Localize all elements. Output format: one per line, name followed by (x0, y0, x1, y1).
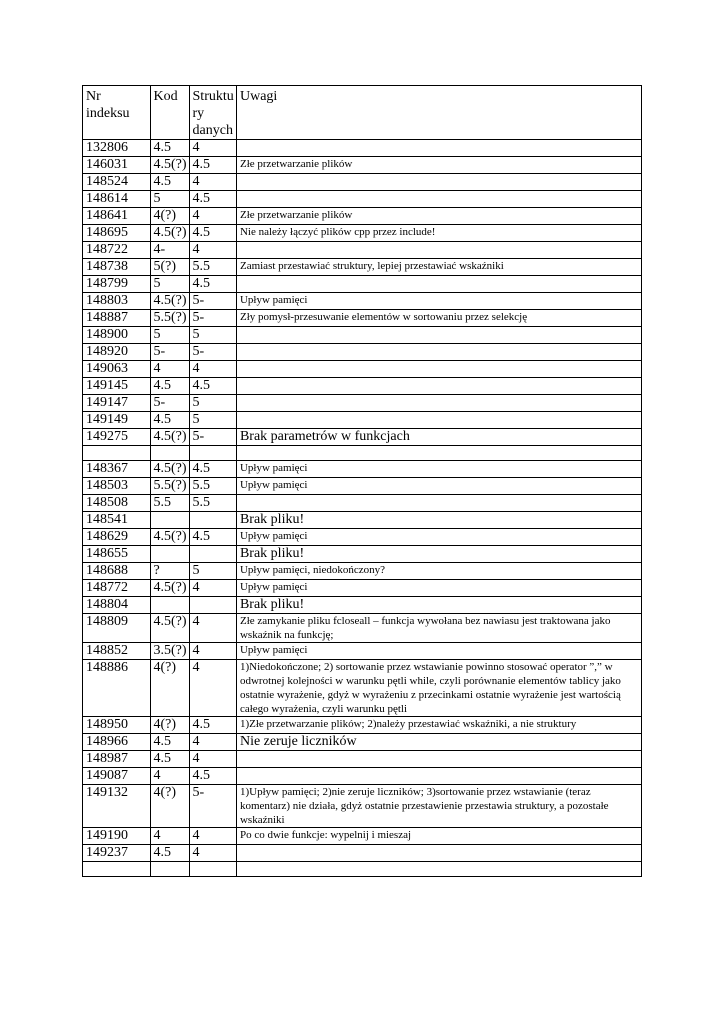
cell-kod: 4.5(?) (150, 461, 189, 478)
cell-uwagi (236, 495, 641, 512)
cell-kod: 4- (150, 242, 189, 259)
cell-nr-indeksu: 149190 (83, 828, 151, 845)
cell-nr-indeksu: 148920 (83, 344, 151, 361)
cell-kod: 4 (150, 361, 189, 378)
cell-uwagi (236, 344, 641, 361)
cell-kod: 4(?) (150, 717, 189, 734)
cell-struktury: 4 (189, 140, 236, 157)
cell-uwagi: Brak pliku! (236, 597, 641, 614)
table-row (83, 828, 642, 845)
cell-struktury: 4.5 (189, 529, 236, 546)
cell-nr-indeksu: 146031 (83, 157, 151, 174)
table-row (83, 597, 642, 614)
cell-struktury: 4 (189, 361, 236, 378)
cell-struktury: 4 (189, 660, 236, 717)
cell-nr-indeksu: 149149 (83, 412, 151, 429)
cell-nr-indeksu: 148738 (83, 259, 151, 276)
header-kod: Kod (150, 86, 189, 140)
cell-kod: 4.5(?) (150, 157, 189, 174)
cell-struktury: 4.5 (189, 768, 236, 785)
cell-struktury: 5.5 (189, 495, 236, 512)
cell-uwagi (236, 327, 641, 344)
cell-nr-indeksu: 148887 (83, 310, 151, 327)
cell-nr-indeksu: 148541 (83, 512, 151, 529)
cell-kod: 4.5(?) (150, 293, 189, 310)
cell-nr-indeksu: 149145 (83, 378, 151, 395)
cell-uwagi (236, 768, 641, 785)
cell-struktury: 4 (189, 643, 236, 660)
header-nr-indeksu: Nr indeksu (83, 86, 151, 140)
cell-uwagi (236, 862, 641, 877)
grades-table (82, 85, 642, 877)
cell-struktury: 5 (189, 412, 236, 429)
cell-kod: 4.5 (150, 845, 189, 862)
cell-uwagi (236, 751, 641, 768)
cell-kod (150, 597, 189, 614)
cell-kod: 5 (150, 191, 189, 208)
table-row (83, 546, 642, 563)
cell-kod (150, 862, 189, 877)
cell-kod (150, 512, 189, 529)
table-row (83, 768, 642, 785)
table-row (83, 140, 642, 157)
cell-uwagi (236, 378, 641, 395)
cell-struktury (189, 597, 236, 614)
cell-kod: 5(?) (150, 259, 189, 276)
table-header (83, 86, 642, 140)
cell-uwagi: 1)Upływ pamięci; 2)nie zeruje liczników; 3)sortowanie przez wstawianie (teraz komentarz) nie działa, gdyż ostatnie przestawienie przestawia struktury, a pozostałe wskaźniki (236, 785, 641, 828)
cell-kod: 4(?) (150, 785, 189, 828)
cell-kod: 4.5 (150, 734, 189, 751)
cell-nr-indeksu: 148900 (83, 327, 151, 344)
cell-nr-indeksu: 148655 (83, 546, 151, 563)
cell-uwagi: Upływ pamięci (236, 293, 641, 310)
table-row (83, 225, 642, 242)
cell-struktury: 5- (189, 344, 236, 361)
cell-nr-indeksu: 149063 (83, 361, 151, 378)
cell-kod (150, 546, 189, 563)
cell-struktury: 4 (189, 751, 236, 768)
table-row (83, 412, 642, 429)
cell-struktury (189, 546, 236, 563)
cell-nr-indeksu: 148688 (83, 563, 151, 580)
cell-nr-indeksu: 148799 (83, 276, 151, 293)
cell-uwagi: Nie należy łączyć plików cpp przez include! (236, 225, 641, 242)
cell-nr-indeksu: 149237 (83, 845, 151, 862)
cell-kod: 3.5(?) (150, 643, 189, 660)
cell-struktury: 4 (189, 828, 236, 845)
cell-uwagi: Upływ pamięci (236, 461, 641, 478)
table-row (83, 734, 642, 751)
cell-uwagi (236, 276, 641, 293)
cell-kod (150, 446, 189, 461)
cell-struktury: 5- (189, 429, 236, 446)
cell-uwagi (236, 174, 641, 191)
cell-nr-indeksu: 148886 (83, 660, 151, 717)
cell-uwagi (236, 446, 641, 461)
cell-uwagi (236, 845, 641, 862)
cell-kod: ? (150, 563, 189, 580)
table-row (83, 446, 642, 461)
cell-kod: 5 (150, 276, 189, 293)
table-row (83, 361, 642, 378)
cell-struktury: 4 (189, 734, 236, 751)
table-row (83, 717, 642, 734)
cell-struktury: 4 (189, 242, 236, 259)
cell-struktury: 4.5 (189, 157, 236, 174)
cell-kod: 4.5 (150, 140, 189, 157)
cell-nr-indeksu: 149147 (83, 395, 151, 412)
cell-uwagi: Upływ pamięci (236, 643, 641, 660)
cell-kod: 4.5(?) (150, 225, 189, 242)
cell-kod: 4.5 (150, 174, 189, 191)
cell-uwagi (236, 412, 641, 429)
table-row (83, 310, 642, 327)
cell-nr-indeksu: 148695 (83, 225, 151, 242)
table-body (83, 140, 642, 877)
cell-kod: 4.5(?) (150, 429, 189, 446)
cell-struktury: 4 (189, 614, 236, 643)
cell-nr-indeksu: 148809 (83, 614, 151, 643)
cell-nr-indeksu: 148367 (83, 461, 151, 478)
cell-kod: 5- (150, 395, 189, 412)
table-row (83, 643, 642, 660)
cell-uwagi: Złe przetwarzanie plików (236, 208, 641, 225)
header-row (83, 86, 642, 140)
cell-uwagi (236, 361, 641, 378)
cell-uwagi: Nie zeruje liczników (236, 734, 641, 751)
cell-nr-indeksu: 148722 (83, 242, 151, 259)
cell-struktury: 5 (189, 563, 236, 580)
cell-nr-indeksu: 148950 (83, 717, 151, 734)
cell-uwagi (236, 191, 641, 208)
cell-nr-indeksu: 148772 (83, 580, 151, 597)
cell-struktury: 4 (189, 208, 236, 225)
cell-struktury: 5 (189, 327, 236, 344)
cell-nr-indeksu: 148641 (83, 208, 151, 225)
table-row (83, 259, 642, 276)
cell-struktury (189, 446, 236, 461)
cell-struktury: 5- (189, 785, 236, 828)
table-row (83, 461, 642, 478)
cell-struktury: 4.5 (189, 225, 236, 242)
table-row (83, 785, 642, 828)
cell-kod: 4.5 (150, 751, 189, 768)
cell-struktury: 5- (189, 293, 236, 310)
cell-nr-indeksu: 132806 (83, 140, 151, 157)
cell-kod: 4 (150, 768, 189, 785)
cell-nr-indeksu: 148524 (83, 174, 151, 191)
table-row (83, 512, 642, 529)
cell-nr-indeksu: 148508 (83, 495, 151, 512)
table-row (83, 344, 642, 361)
cell-uwagi (236, 242, 641, 259)
table-row (83, 276, 642, 293)
cell-struktury: 5.5 (189, 478, 236, 495)
cell-uwagi: Upływ pamięci (236, 478, 641, 495)
cell-kod: 4 (150, 828, 189, 845)
header-uwagi: Uwagi (236, 86, 641, 140)
table-row (83, 191, 642, 208)
cell-uwagi (236, 140, 641, 157)
table-row (83, 660, 642, 717)
cell-struktury: 4 (189, 174, 236, 191)
cell-nr-indeksu: 148852 (83, 643, 151, 660)
cell-struktury: 4 (189, 845, 236, 862)
cell-nr-indeksu: 148503 (83, 478, 151, 495)
cell-kod: 4.5 (150, 412, 189, 429)
cell-uwagi: 1)Niedokończone; 2) sortowanie przez wstawianie powinno stosować operator ”,” w odwrotnej kolejności w warunku pętli while, czyli porównanie elementów tablicy jako ostatnie wyrażenie, gdyż w wyrażeniu z przecinkami ostatnie wyrażenie jest wartością całego wyrażenia, czyli warunku pętli (236, 660, 641, 717)
cell-uwagi: Po co dwie funkcje: wypelnij i mieszaj (236, 828, 641, 845)
cell-struktury: 4.5 (189, 717, 236, 734)
cell-nr-indeksu (83, 446, 151, 461)
cell-uwagi: Brak pliku! (236, 512, 641, 529)
cell-struktury: 4.5 (189, 191, 236, 208)
cell-nr-indeksu: 148966 (83, 734, 151, 751)
cell-struktury: 5 (189, 395, 236, 412)
cell-uwagi: Upływ pamięci (236, 529, 641, 546)
cell-uwagi: Zły pomysł-przesuwanie elementów w sortowaniu przez selekcję (236, 310, 641, 327)
cell-struktury: 4 (189, 580, 236, 597)
cell-kod: 4.5(?) (150, 614, 189, 643)
cell-nr-indeksu: 149087 (83, 768, 151, 785)
cell-nr-indeksu: 148987 (83, 751, 151, 768)
cell-nr-indeksu: 148803 (83, 293, 151, 310)
cell-kod: 4(?) (150, 208, 189, 225)
cell-uwagi: Złe przetwarzanie plików (236, 157, 641, 174)
table-row (83, 751, 642, 768)
cell-kod: 4.5(?) (150, 580, 189, 597)
cell-nr-indeksu (83, 862, 151, 877)
cell-struktury: 4.5 (189, 461, 236, 478)
cell-uwagi: Brak parametrów w funkcjach (236, 429, 641, 446)
cell-kod: 5- (150, 344, 189, 361)
cell-uwagi: Brak pliku! (236, 546, 641, 563)
cell-kod: 5.5(?) (150, 478, 189, 495)
cell-kod: 4.5(?) (150, 529, 189, 546)
cell-nr-indeksu: 149275 (83, 429, 151, 446)
cell-kod: 4(?) (150, 660, 189, 717)
cell-uwagi: Upływ pamięci (236, 580, 641, 597)
table-row (83, 862, 642, 877)
table-row (83, 478, 642, 495)
cell-struktury: 5.5 (189, 259, 236, 276)
cell-struktury: 4.5 (189, 276, 236, 293)
table-row (83, 293, 642, 310)
cell-uwagi: 1)Złe przetwarzanie plików; 2)należy przestawiać wskaźniki, a nie struktury (236, 717, 641, 734)
table-row (83, 614, 642, 643)
cell-struktury: 4.5 (189, 378, 236, 395)
table-row (83, 208, 642, 225)
table-row (83, 495, 642, 512)
table-row (83, 327, 642, 344)
table-row (83, 845, 642, 862)
cell-nr-indeksu: 148804 (83, 597, 151, 614)
table-row (83, 563, 642, 580)
table-row (83, 174, 642, 191)
header-struktury-danych: Struktu ry danych (189, 86, 236, 140)
cell-kod: 4.5 (150, 378, 189, 395)
table-row (83, 157, 642, 174)
cell-uwagi (236, 395, 641, 412)
cell-nr-indeksu: 149132 (83, 785, 151, 828)
cell-kod: 5.5(?) (150, 310, 189, 327)
cell-kod: 5 (150, 327, 189, 344)
table-row (83, 242, 642, 259)
cell-uwagi: Upływ pamięci, niedokończony? (236, 563, 641, 580)
cell-struktury (189, 862, 236, 877)
cell-struktury (189, 512, 236, 529)
cell-struktury: 5- (189, 310, 236, 327)
table-row (83, 429, 642, 446)
cell-uwagi: Zamiast przestawiać struktury, lepiej przestawiać wskaźniki (236, 259, 641, 276)
cell-uwagi: Złe zamykanie pliku fcloseall – funkcja wywołana bez nawiasu jest traktowana jako wskaźnik na funkcję; (236, 614, 641, 643)
table-row (83, 529, 642, 546)
table-row (83, 580, 642, 597)
table-row (83, 395, 642, 412)
cell-nr-indeksu: 148629 (83, 529, 151, 546)
table-row (83, 378, 642, 395)
cell-nr-indeksu: 148614 (83, 191, 151, 208)
cell-kod: 5.5 (150, 495, 189, 512)
